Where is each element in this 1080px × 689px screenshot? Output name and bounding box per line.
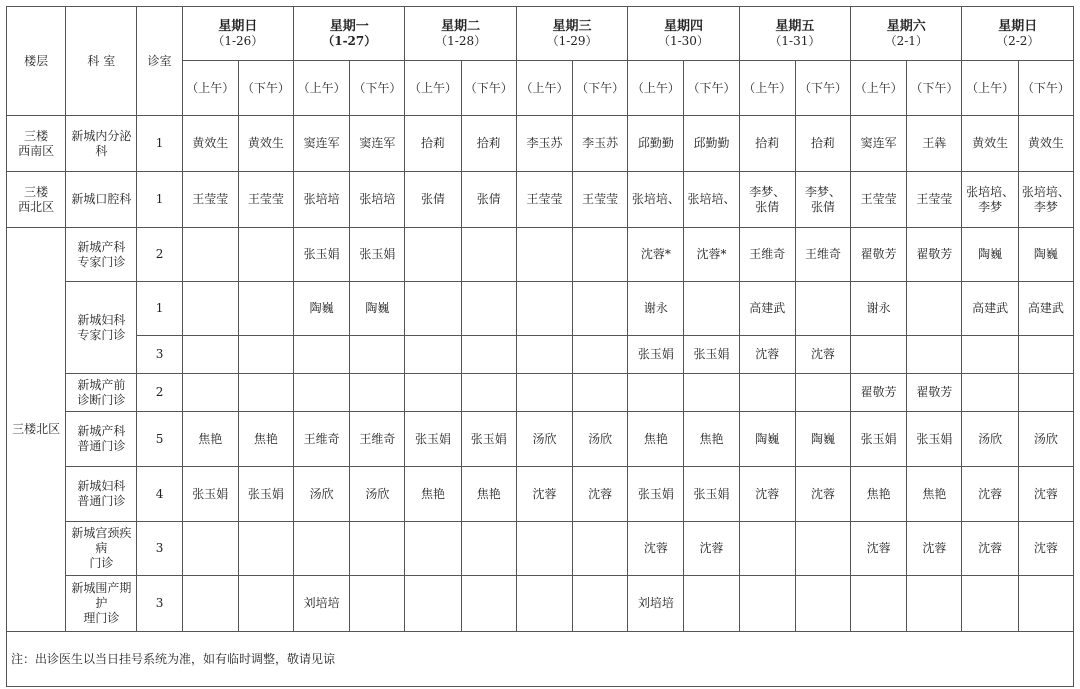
doctor-cell	[238, 228, 293, 282]
afternoon-label: （下午）	[907, 61, 962, 116]
dept-cell: 新城产科 专家门诊	[66, 228, 137, 282]
doctor-cell: 焦艳	[684, 412, 739, 467]
footnote: 注：出诊医生以当日挂号系统为准，如有临时调整，敬请见谅	[7, 632, 1074, 687]
doctor-cell: 陶巍	[739, 412, 795, 467]
doctor-cell	[573, 374, 628, 412]
doctor-cell: 张玉娟	[182, 467, 238, 522]
doctor-cell: 拾莉	[461, 116, 516, 172]
doctor-cell: 沈蓉	[851, 522, 907, 576]
day-header-2	[405, 7, 516, 61]
day-date: （1-29）	[546, 33, 598, 48]
doctor-cell: 李玉苏	[573, 116, 628, 172]
doctor-cell	[461, 576, 516, 632]
doctor-cell: 邱勤勤	[628, 116, 684, 172]
day-header-1	[294, 7, 405, 61]
floor-cell: 三楼 西北区	[7, 172, 66, 228]
doctor-cell	[405, 374, 461, 412]
doctor-cell	[851, 576, 907, 632]
room-cell: 1	[137, 172, 182, 228]
doctor-cell: 张玉娟	[294, 228, 350, 282]
doctor-cell	[350, 576, 405, 632]
doctor-cell: 张玉娟	[851, 412, 907, 467]
day-date: （2-1）	[884, 33, 928, 48]
doctor-cell: 沈蓉	[962, 467, 1018, 522]
dept-cell: 新城产科 普通门诊	[66, 412, 137, 467]
doctor-cell	[573, 282, 628, 336]
doctor-cell: 焦艳	[182, 412, 238, 467]
day-date: （1-31）	[769, 33, 821, 48]
doctor-cell	[684, 374, 739, 412]
dept-cell: 新城围产期护 理门诊	[66, 576, 137, 632]
room-cell: 4	[137, 467, 182, 522]
schedule-row	[7, 282, 1074, 336]
day-name: 星期一	[329, 18, 369, 34]
day-name: 星期六	[886, 18, 926, 34]
floor-cell: 三楼 西南区	[7, 116, 66, 172]
doctor-cell: 李玉苏	[516, 116, 572, 172]
doctor-cell: 翟敬芳	[851, 374, 907, 412]
doctor-cell: 王莹莹	[907, 172, 962, 228]
doctor-cell: 焦艳	[907, 467, 962, 522]
doctor-cell: 高建武	[739, 282, 795, 336]
doctor-cell: 张培培、 李梦	[1018, 172, 1073, 228]
doctor-cell	[907, 282, 962, 336]
doctor-cell	[182, 374, 238, 412]
doctor-cell: 沈蓉	[795, 467, 850, 522]
doctor-cell: 谢永	[851, 282, 907, 336]
doctor-cell	[962, 374, 1018, 412]
doctor-cell: 高建武	[962, 282, 1018, 336]
day-date: （1-30）	[657, 33, 709, 48]
doctor-cell: 沈蓉	[573, 467, 628, 522]
schedule-row	[7, 412, 1074, 467]
doctor-cell: 张培培	[294, 172, 350, 228]
doctor-cell	[684, 282, 739, 336]
day-name: 星期四	[663, 18, 703, 34]
doctor-cell	[516, 282, 572, 336]
doctor-cell: 刘培培	[294, 576, 350, 632]
day-name: 星期三	[552, 18, 592, 34]
doctor-cell: 黄效生	[1018, 116, 1073, 172]
doctor-cell: 窦连军	[294, 116, 350, 172]
morning-label: （上午）	[516, 61, 572, 116]
doctor-cell: 王犇	[907, 116, 962, 172]
doctor-cell: 翟敬芳	[851, 228, 907, 282]
floor-header: 楼层	[7, 7, 66, 116]
doctor-cell: 焦艳	[851, 467, 907, 522]
afternoon-label: （下午）	[350, 61, 405, 116]
doctor-cell: 黄效生	[182, 116, 238, 172]
doctor-cell	[739, 576, 795, 632]
doctor-cell	[907, 336, 962, 374]
day-name: 星期日	[218, 18, 258, 34]
doctor-cell: 张倩	[461, 172, 516, 228]
doctor-cell	[516, 336, 572, 374]
doctor-cell	[739, 374, 795, 412]
doctor-cell: 陶巍	[795, 412, 850, 467]
doctor-cell	[573, 336, 628, 374]
day-date: （2-2）	[996, 33, 1040, 48]
morning-label: （上午）	[739, 61, 795, 116]
doctor-cell: 邱勤勤	[684, 116, 739, 172]
doctor-cell	[405, 282, 461, 336]
room-cell: 3	[137, 336, 182, 374]
schedule-row	[7, 467, 1074, 522]
doctor-cell: 张玉娟	[628, 467, 684, 522]
doctor-cell	[795, 576, 850, 632]
doctor-cell: 汤欣	[294, 467, 350, 522]
doctor-cell: 沈蓉*	[684, 228, 739, 282]
doctor-cell: 焦艳	[238, 412, 293, 467]
doctor-cell	[238, 282, 293, 336]
day-header-6	[851, 7, 962, 61]
doctor-cell: 张玉娟	[350, 228, 405, 282]
schedule-row	[7, 228, 1074, 282]
doctor-cell: 焦艳	[405, 467, 461, 522]
doctor-cell	[350, 522, 405, 576]
afternoon-label: （下午）	[238, 61, 293, 116]
room-cell: 3	[137, 576, 182, 632]
dept-cell: 新城宫颈疾病 门诊	[66, 522, 137, 576]
dept-header: 科 室	[66, 7, 137, 116]
doctor-cell: 沈蓉	[1018, 467, 1073, 522]
room-cell: 3	[137, 522, 182, 576]
doctor-cell: 沈蓉	[739, 336, 795, 374]
doctor-cell	[461, 228, 516, 282]
doctor-cell	[851, 336, 907, 374]
room-cell: 1	[137, 282, 182, 336]
doctor-cell: 拾莉	[405, 116, 461, 172]
doctor-cell	[238, 336, 293, 374]
doctor-cell: 汤欣	[573, 412, 628, 467]
doctor-cell: 陶巍	[962, 228, 1018, 282]
schedule-table	[6, 6, 1074, 687]
room-cell: 1	[137, 116, 182, 172]
schedule-row	[7, 336, 1074, 374]
doctor-cell	[294, 336, 350, 374]
afternoon-label: （下午）	[573, 61, 628, 116]
doctor-cell: 王维奇	[739, 228, 795, 282]
doctor-cell: 张玉娟	[461, 412, 516, 467]
doctor-cell: 张玉娟	[684, 336, 739, 374]
doctor-cell: 张玉娟	[238, 467, 293, 522]
doctor-cell: 刘培培	[628, 576, 684, 632]
day-header-7	[962, 7, 1074, 61]
doctor-cell	[907, 576, 962, 632]
morning-label: （上午）	[405, 61, 461, 116]
doctor-cell: 黄效生	[962, 116, 1018, 172]
doctor-cell	[405, 576, 461, 632]
afternoon-label: （下午）	[1018, 61, 1073, 116]
room-cell: 5	[137, 412, 182, 467]
doctor-cell: 沈蓉	[962, 522, 1018, 576]
doctor-cell	[238, 374, 293, 412]
doctor-cell: 汤欣	[1018, 412, 1073, 467]
day-header-0	[182, 7, 293, 61]
doctor-cell	[238, 576, 293, 632]
doctor-cell: 陶巍	[350, 282, 405, 336]
doctor-cell: 高建武	[1018, 282, 1073, 336]
doctor-cell: 张玉娟	[405, 412, 461, 467]
afternoon-label: （下午）	[795, 61, 850, 116]
afternoon-label: （下午）	[461, 61, 516, 116]
doctor-cell: 王莹莹	[238, 172, 293, 228]
doctor-cell	[516, 228, 572, 282]
doctor-cell	[573, 576, 628, 632]
doctor-cell	[350, 374, 405, 412]
doctor-cell: 拾莉	[795, 116, 850, 172]
doctor-cell: 黄效生	[238, 116, 293, 172]
doctor-cell	[962, 336, 1018, 374]
doctor-cell: 沈蓉	[739, 467, 795, 522]
doctor-cell: 王莹莹	[182, 172, 238, 228]
day-date: （1-26）	[212, 33, 264, 48]
day-name: 星期五	[775, 18, 815, 34]
schedule-row	[7, 116, 1074, 172]
morning-label: （上午）	[294, 61, 350, 116]
doctor-cell: 焦艳	[628, 412, 684, 467]
doctor-cell	[182, 282, 238, 336]
doctor-cell: 汤欣	[962, 412, 1018, 467]
doctor-cell	[1018, 336, 1073, 374]
doctor-cell	[182, 336, 238, 374]
morning-label: （上午）	[962, 61, 1018, 116]
doctor-cell	[238, 522, 293, 576]
floor-cell: 三楼北区	[7, 228, 66, 632]
doctor-cell	[573, 228, 628, 282]
doctor-cell: 汤欣	[516, 412, 572, 467]
doctor-cell	[294, 374, 350, 412]
doctor-cell: 谢永	[628, 282, 684, 336]
doctor-cell: 沈蓉	[628, 522, 684, 576]
doctor-cell: 张培培、	[684, 172, 739, 228]
doctor-cell: 窦连军	[350, 116, 405, 172]
dept-cell: 新城妇科 专家门诊	[66, 282, 137, 374]
doctor-cell	[962, 576, 1018, 632]
day-date: （1-27）	[322, 33, 377, 48]
dept-cell: 新城口腔科	[66, 172, 137, 228]
doctor-cell: 沈蓉	[795, 336, 850, 374]
doctor-cell: 沈蓉	[516, 467, 572, 522]
doctor-cell	[1018, 576, 1073, 632]
room-header: 诊室	[137, 7, 182, 116]
dept-cell: 新城妇科 普通门诊	[66, 467, 137, 522]
doctor-cell: 沈蓉*	[628, 228, 684, 282]
schedule-row	[7, 374, 1074, 412]
morning-label: （上午）	[182, 61, 238, 116]
doctor-cell: 焦艳	[461, 467, 516, 522]
doctor-cell: 王莹莹	[516, 172, 572, 228]
doctor-cell	[405, 522, 461, 576]
doctor-cell: 沈蓉	[907, 522, 962, 576]
doctor-cell: 张玉娟	[684, 467, 739, 522]
morning-label: （上午）	[628, 61, 684, 116]
doctor-cell	[461, 336, 516, 374]
doctor-cell	[516, 522, 572, 576]
doctor-cell: 拾莉	[739, 116, 795, 172]
doctor-cell	[461, 374, 516, 412]
doctor-cell	[516, 374, 572, 412]
doctor-cell: 王维奇	[294, 412, 350, 467]
doctor-cell	[182, 228, 238, 282]
afternoon-label: （下午）	[684, 61, 739, 116]
doctor-cell	[405, 336, 461, 374]
doctor-cell: 张玉娟	[628, 336, 684, 374]
day-name: 星期日	[998, 18, 1038, 34]
day-header-4	[628, 7, 739, 61]
doctor-cell: 沈蓉	[684, 522, 739, 576]
doctor-cell: 张培培、 李梦	[962, 172, 1018, 228]
day-name: 星期二	[441, 18, 481, 34]
doctor-cell	[573, 522, 628, 576]
day-date: （1-28）	[435, 33, 487, 48]
doctor-cell	[461, 282, 516, 336]
doctor-cell: 王维奇	[350, 412, 405, 467]
doctor-cell	[350, 336, 405, 374]
dept-cell: 新城产前 诊断门诊	[66, 374, 137, 412]
doctor-cell: 李梦、 张倩	[795, 172, 850, 228]
doctor-cell	[405, 228, 461, 282]
doctor-cell: 张培培	[350, 172, 405, 228]
doctor-cell: 汤欣	[350, 467, 405, 522]
doctor-cell: 王维奇	[795, 228, 850, 282]
doctor-cell: 翟敬芳	[907, 228, 962, 282]
doctor-cell: 王莹莹	[573, 172, 628, 228]
day-header-3	[516, 7, 627, 61]
doctor-cell: 窦连军	[851, 116, 907, 172]
doctor-cell	[1018, 374, 1073, 412]
dept-cell: 新城内分泌科	[66, 116, 137, 172]
room-cell: 2	[137, 228, 182, 282]
doctor-cell: 王莹莹	[851, 172, 907, 228]
doctor-cell: 李梦、 张倩	[739, 172, 795, 228]
doctor-cell	[516, 576, 572, 632]
doctor-cell	[795, 374, 850, 412]
doctor-cell	[182, 576, 238, 632]
schedule-row	[7, 522, 1074, 576]
doctor-cell	[294, 522, 350, 576]
morning-label: （上午）	[851, 61, 907, 116]
doctor-cell: 陶巍	[294, 282, 350, 336]
doctor-cell: 沈蓉	[1018, 522, 1073, 576]
room-cell: 2	[137, 374, 182, 412]
doctor-cell	[684, 576, 739, 632]
schedule-row	[7, 576, 1074, 632]
doctor-cell	[182, 522, 238, 576]
doctor-cell: 张倩	[405, 172, 461, 228]
doctor-cell	[795, 522, 850, 576]
schedule-row	[7, 172, 1074, 228]
doctor-cell: 张玉娟	[907, 412, 962, 467]
day-header-5	[739, 7, 850, 61]
header-row-days	[7, 7, 1074, 61]
note-row	[7, 632, 1074, 687]
doctor-cell	[795, 282, 850, 336]
doctor-cell: 张培培、	[628, 172, 684, 228]
doctor-cell	[739, 522, 795, 576]
doctor-cell	[628, 374, 684, 412]
doctor-cell: 陶巍	[1018, 228, 1073, 282]
doctor-cell: 翟敬芳	[907, 374, 962, 412]
doctor-cell	[461, 522, 516, 576]
